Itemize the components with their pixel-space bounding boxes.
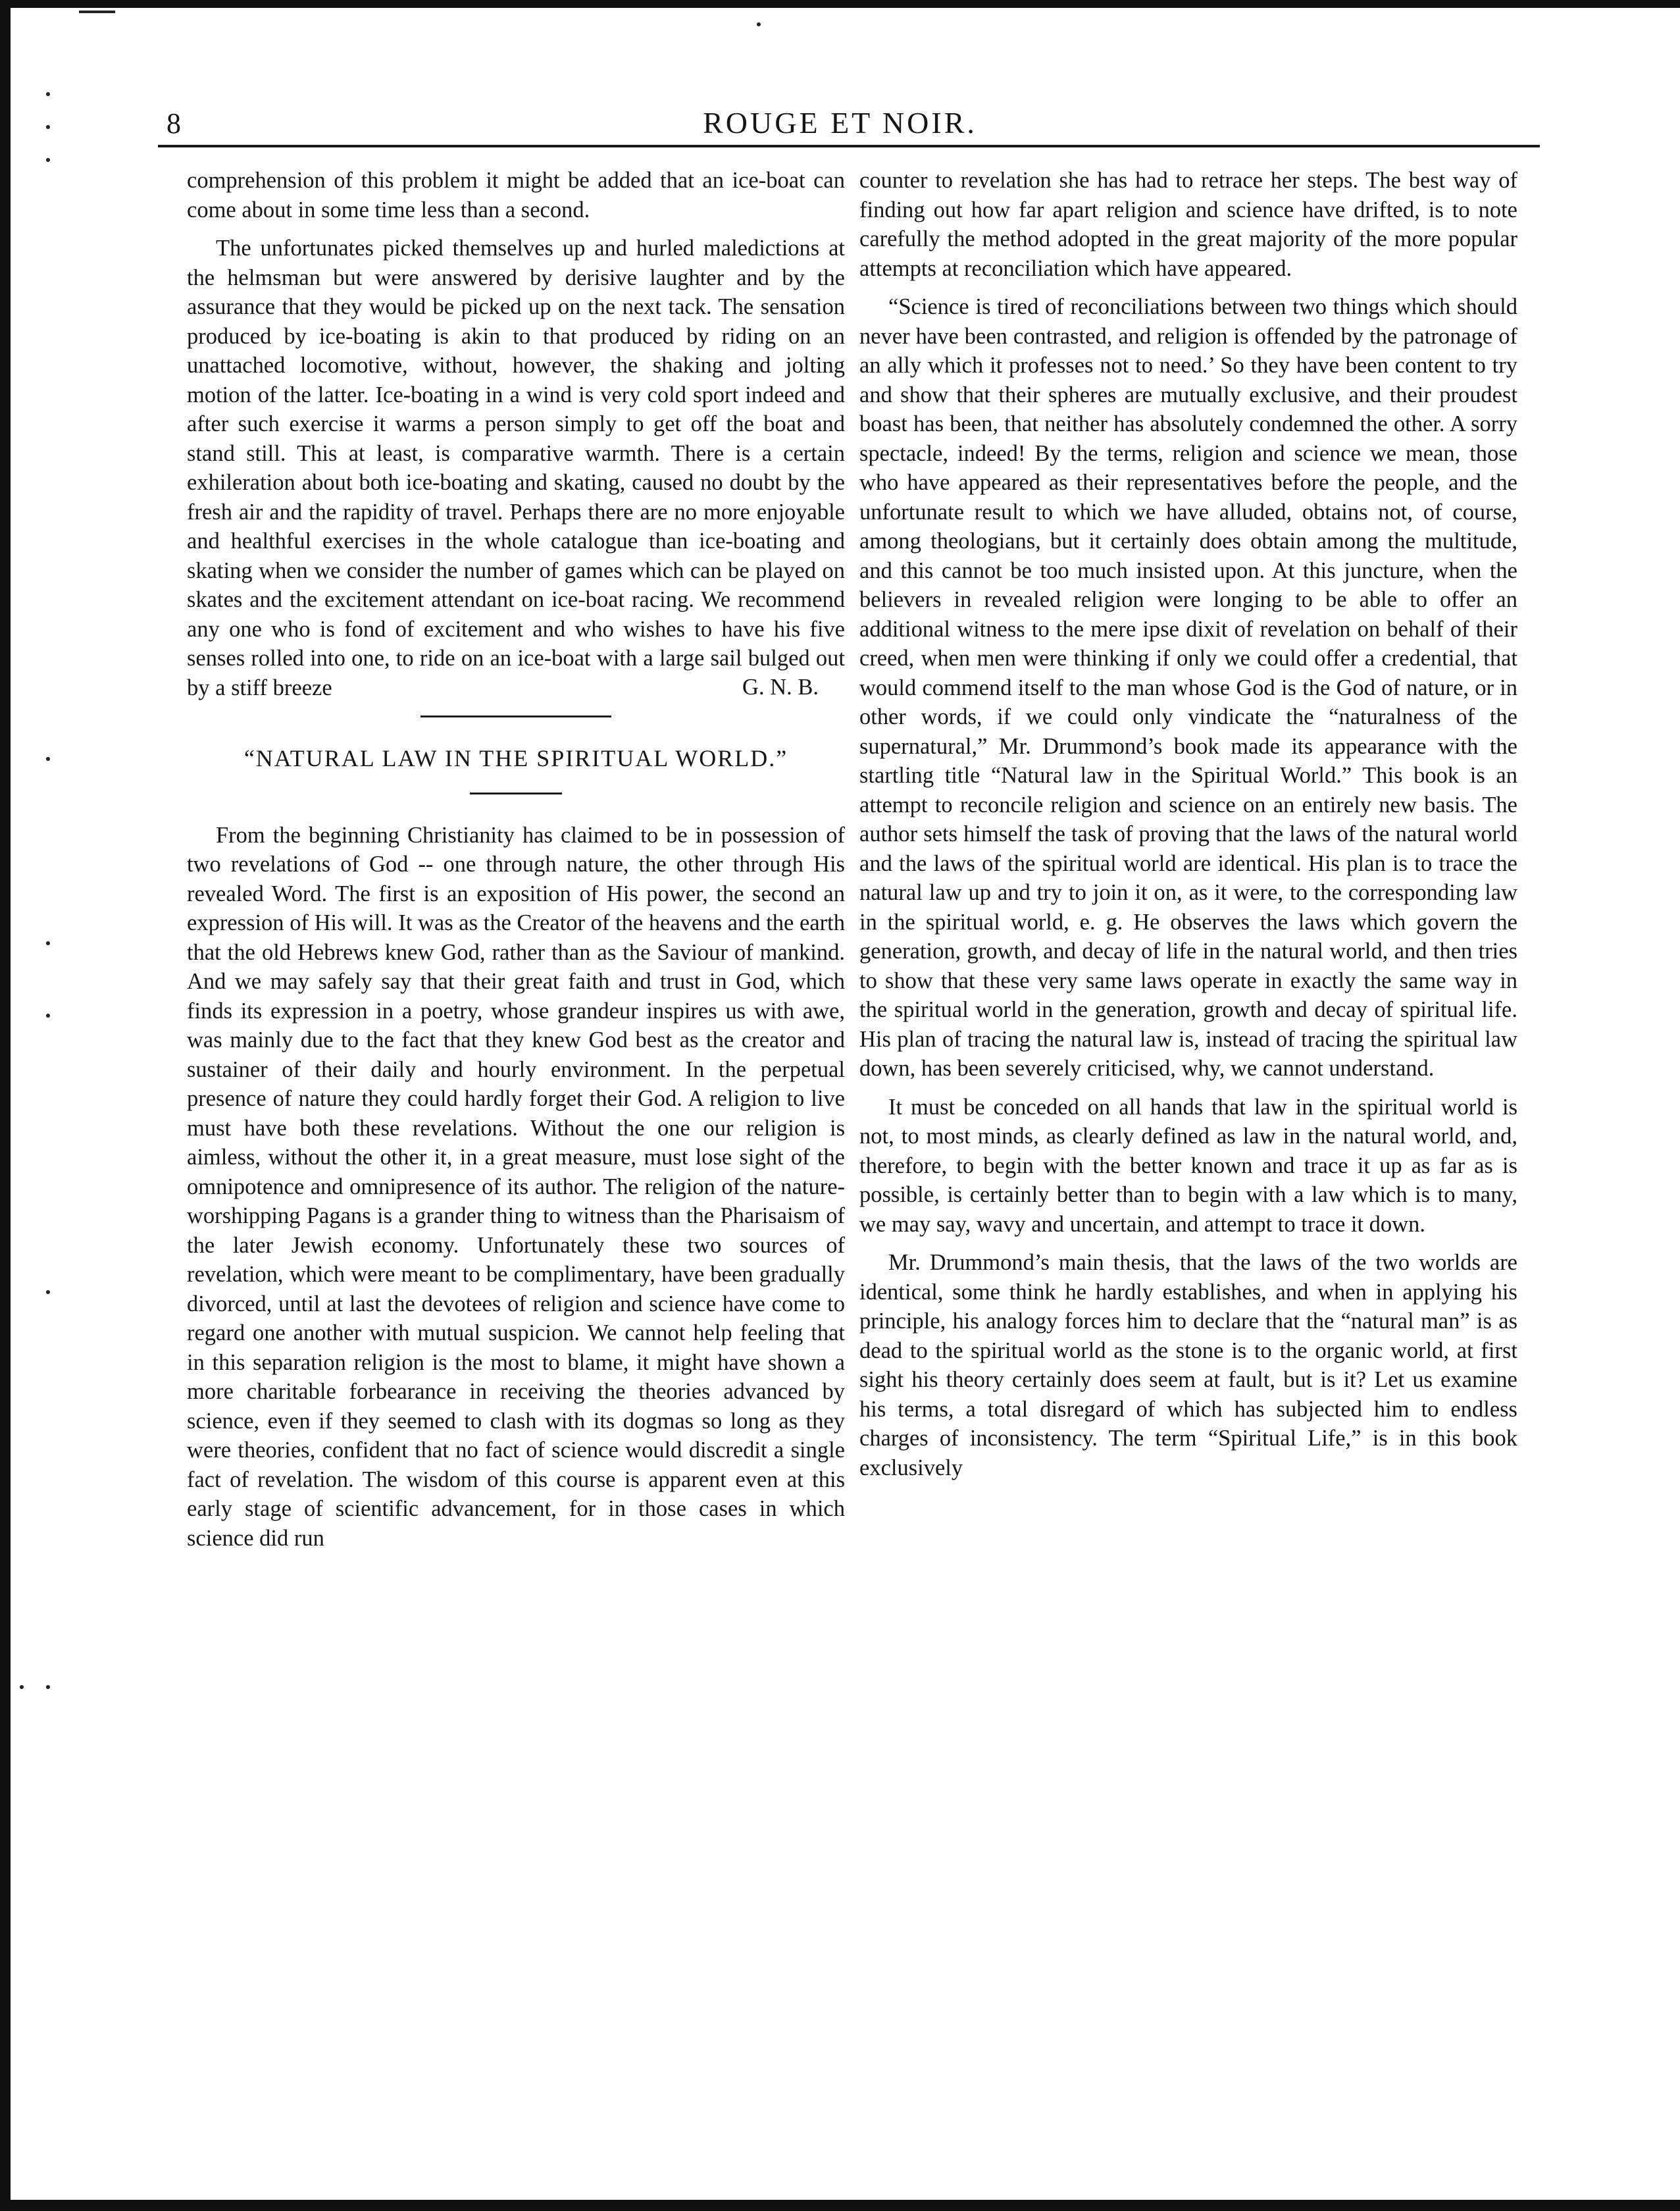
paragraph: comprehension of this problem it might be added that an ice-boat can come about in some time less than a second. (187, 168, 845, 222)
scan-speck (46, 1290, 50, 1294)
scan-edge-top (0, 0, 1680, 8)
scan-speck (20, 1685, 24, 1689)
running-head: ROUGE ET NOIR. (703, 106, 977, 140)
scan-speck (757, 22, 761, 26)
section-divider (420, 715, 611, 717)
paragraph: “Science is tired of reconciliations between two things which should never have been contrasted, and religion is offended by the patronage of an ally which it professes not to need.’ So they have been content to try and show that their spheres are mutually exclusive, and their proudest boast has been, that neither has absolutely condemned the other. A sorry spectacle, indeed! By the terms, religion and science we mean, those who have appeared as their representatives before the people, and the unfortunate result to which we have alluded, obtains not, of course, among theologians, but it certainly does obtain among the multitude, and this cannot be too much insisted upon. At this juncture, when the believers in revealed religion were longing to be able to offer an additional witness to the mere ipse dixit of revelation on behalf of their creed, when men were thinking if only we could offer a credential, that would commend itself to the man whose God is the God of nature, or in other words, if we could only vindicate the “naturalness of the supernatural,” Mr. Drummond’s book made its appearance with the startling title “Natural law in the Spiritual World.” This book is an attempt to reconcile religion and science on an entirely new basis. The author sets himself the task of proving that the laws of the natural world and the laws of the spiritual world are identical. His plan is to trace the natural law up and try to join it on, as it were, to the corresponding law in the spiritual world, e. g. He observes the laws which govern the generation, growth, and decay of life in the natural world, and then tries to show that these very same laws operate in exactly the same way in the spiritual world in the generation, growth and decay of spiritual life. His plan of tracing the natural law is, instead of tracing the spiritual law down, has been severely criticised, why, we cannot understand. (859, 294, 1517, 1081)
author-signature: G. N. B. (742, 675, 819, 700)
scan-speck (46, 1685, 50, 1689)
paragraph: Mr. Drummond’s main thesis, that the laws of the two worlds are identical, some think he hardly establishes, and when in applying his principle, his analogy forces him to declare that the “natural man” is as dead to the spiritual world as the stone is to the organic world, at first sight his theory certainly does seem at fault, but is it? Let us examine his terms, a total disregard of which has subjected him to endless charges of inconsistency. The term “Spiritual Life,” is in this book exclusively (859, 1250, 1517, 1480)
scan-speck (46, 941, 50, 945)
scan-edge-left (0, 0, 11, 2211)
scan-speck (46, 1014, 50, 1018)
title-divider (470, 793, 562, 794)
paragraph: The unfortunates picked themselves up and hurled maledictions at the helmsman but were answered by derisive laughter and by the assurance that they would be picked up on the next tack. The sensation produced by ice-boating is akin to that produced by riding on an unattached locomotive, without, however, the shaking and jolting motion of the latter. Ice-boating in a wind is very cold sport indeed and after such exercise it warms a person simply to get off the boat and stand still. This at least, is comparative warmth. There is a certain exhileration about both ice-boating and skating, caused no doubt by the fresh air and the rapidity of travel. Perhaps there are no more enjoyable and healthful exercises in the whole catalogue than ice-boating and skating when we consider the number of games which can be played on skates and the excitement attendant on ice-boat racing. We recommend any one who is fond of excitement and who wishes to have his five senses rolled into one, to ride on an ice-boat with a large sail bulged out by a stiff breeze (187, 236, 845, 700)
scan-speck (46, 158, 50, 162)
paragraph: It must be conceded on all hands that law in the spiritual world is not, to most minds, as clearly defined as law in the natural world, and, therefore, to begin with the better known and trace it up as far as is possible, is certainly better than to begin with a law which is to many, we may say, wavy and uncertain, and attempt to trace it down. (859, 1094, 1517, 1237)
paragraph: From the beginning Christianity has claimed to be in possession of two revelations of God -- one through nature, the other through His revealed Word. The first is an exposition of His power, the second an expression of His will. It was as the Creator of the heavens and the earth that the old Hebrews knew God, rather than as the Saviour of mankind. And we may safely say that their great faith and trust in God, which finds its expression in a poetry, whose grandeur inspires us with awe, was mainly due to the fact that they knew God best as the creator and sustainer of their daily and hourly environment. In the perpetual presence of nature they could hardly forget their God. A religion to live must have both these revelations. Without the one our religion is aimless, without the other it, in a great measure, must lose sight of the omnipotence and omnipresence of its author. The religion of the nature-worshipping Pagans is a grander thing to witness than the Pharisaism of the later Jewish economy. Unfortunately these two sources of revelation, which were meant to be complimentary, have been gradually divorced, until at last the devotees of religion and science have come to regard one another with mutual suspicion. We cannot help feeling that in this separation religion is the most to blame, it might have shown a more charitable forbearance in receiving the theories advanced by science, even if they seemed to clash with its dogmas so long as they were theories, confident that no fact of science would discredit a single fact of revelation. The wisdom of this course is apparent even at this early stage of scientific advancement, for in those cases in which science did run (187, 822, 845, 1551)
scan-mark (79, 11, 115, 13)
page-number: 8 (166, 107, 181, 140)
scan-edge-bottom (0, 2200, 1680, 2211)
scan-speck (46, 757, 50, 761)
article-title: “NATURAL LAW IN THE SPIRITUAL WORLD.” (243, 744, 788, 771)
header-rule (158, 145, 1540, 147)
paragraph: counter to revelation she has had to retrace her steps. The best way of finding out how far apart religion and science have drifted, is to note carefully the method adopted in the great majority of the more popular attempts at reconciliation which have appeared. (859, 168, 1517, 281)
left-column (187, 166, 845, 1562)
right-column (859, 166, 1517, 1492)
scan-speck (46, 92, 50, 96)
